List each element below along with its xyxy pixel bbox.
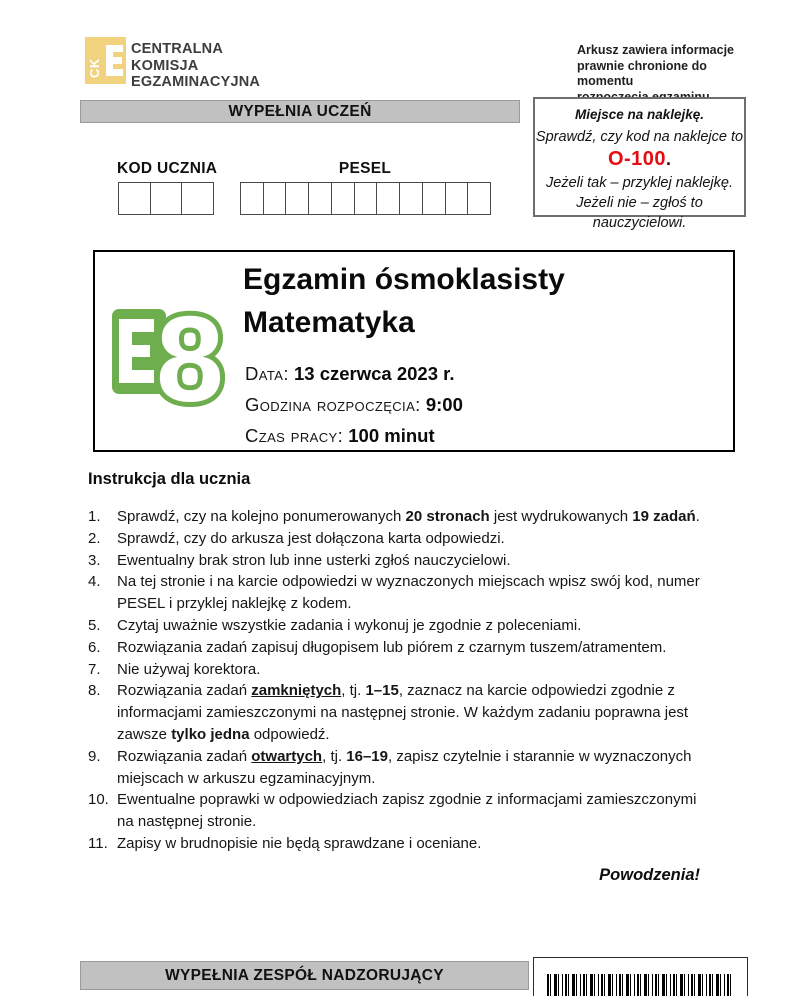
legal-notice bbox=[577, 43, 747, 105]
instruction-number: 3. bbox=[88, 551, 101, 569]
instruction-text: Sprawdź, czy do arkusza jest dołączona karta odpowiedzi. bbox=[117, 529, 505, 547]
instruction-text: Nie używaj korektora. bbox=[117, 660, 261, 678]
kod-ucznia-cells bbox=[118, 182, 214, 215]
exam-start-time-row bbox=[245, 389, 463, 420]
exam-meta bbox=[245, 358, 463, 451]
instruction-item bbox=[88, 528, 712, 550]
cke-logo bbox=[85, 37, 126, 84]
organization-name-line: EGZAMINACYJNA bbox=[131, 74, 261, 90]
supervisor-section-label: WYPEŁNIA ZESPÓŁ NADZORUJĄCY bbox=[165, 966, 444, 984]
good-luck-text: Powodzenia! bbox=[599, 866, 700, 884]
sticker-title: Miejsce na naklejkę. bbox=[574, 107, 705, 122]
instruction-item bbox=[88, 833, 712, 855]
instruction-text: Rozwiązania zadań zamkniętych, tj. 1–15, zaznacz na karcie odpowiedzi zgodnie z informacjami zamieszczonymi na następnej stronie. W każdym zadaniu poprawna jest zawsze tylko jedna odpowiedź. bbox=[117, 682, 689, 743]
cke-monogram: CK bbox=[87, 58, 102, 78]
code-cell bbox=[376, 182, 400, 215]
exam-date-value: 13 czerwca 2023 r. bbox=[294, 363, 455, 384]
code-cell bbox=[399, 182, 423, 215]
sticker-if-yes: Jeżeli tak – przyklej naklejkę. bbox=[546, 175, 733, 191]
instruction-item bbox=[88, 680, 712, 745]
exam-title bbox=[243, 258, 565, 344]
exam-start-time-value: 9:00 bbox=[425, 394, 463, 415]
code-cell bbox=[150, 182, 183, 215]
instruction-number: 2. bbox=[88, 529, 101, 547]
code-cell bbox=[467, 182, 491, 215]
code-cell bbox=[118, 182, 151, 215]
instruction-item bbox=[88, 550, 712, 572]
instructions-section bbox=[88, 470, 712, 855]
code-cell bbox=[331, 182, 355, 215]
instruction-item bbox=[88, 637, 712, 659]
barcode bbox=[547, 974, 734, 996]
instruction-number: 5. bbox=[88, 616, 101, 634]
instruction-number: 8. bbox=[88, 682, 101, 700]
exam-date-label: Data: bbox=[245, 363, 289, 384]
instruction-item bbox=[88, 571, 712, 615]
instruction-number: 6. bbox=[88, 638, 101, 656]
code-cell bbox=[308, 182, 332, 215]
barcode-box bbox=[533, 957, 748, 996]
instruction-number: 11. bbox=[88, 834, 108, 852]
exam-start-time-label: Godzina rozpoczęcia: bbox=[245, 394, 421, 415]
instruction-item bbox=[88, 506, 712, 528]
instruction-text: Ewentualne poprawki w odpowiedziach zapisz zgodnie z informacjami zamieszczonymi na następnej stronie. bbox=[117, 791, 697, 831]
code-cell bbox=[240, 182, 264, 215]
exam-date-row bbox=[245, 358, 463, 389]
instruction-item bbox=[88, 746, 712, 790]
pesel-label: PESEL bbox=[338, 160, 392, 177]
code-cell bbox=[263, 182, 287, 215]
exam-duration-label: Czas pracy: bbox=[245, 425, 344, 446]
sticker-code: O-100 bbox=[607, 148, 667, 170]
instructions-heading: Instrukcja dla ucznia bbox=[88, 470, 251, 488]
instruction-number: 10. bbox=[88, 791, 109, 809]
instruction-number: 1. bbox=[88, 508, 101, 525]
legal-notice-line: prawnie chronione do momentu bbox=[577, 58, 707, 88]
instruction-number: 4. bbox=[88, 573, 101, 591]
instruction-item bbox=[88, 615, 712, 637]
organization-name bbox=[131, 41, 260, 91]
pesel-cells bbox=[240, 182, 491, 215]
instruction-text: Ewentualny brak stron lub inne usterki zgłoś nauczycielowi. bbox=[117, 551, 511, 569]
exam-duration-row bbox=[245, 420, 463, 451]
sticker-box bbox=[533, 97, 746, 231]
exam-title-line1: Egzamin ósmoklasisty bbox=[243, 263, 565, 296]
exam-duration-value: 100 minut bbox=[348, 425, 435, 446]
instructions-list bbox=[88, 506, 712, 855]
instruction-number: 9. bbox=[88, 747, 101, 765]
cke-e-glyph bbox=[106, 45, 123, 76]
exam-header-box bbox=[93, 250, 735, 452]
exam-title-line2: Matematyka bbox=[243, 306, 415, 339]
instruction-item bbox=[88, 659, 712, 681]
instruction-number: 7. bbox=[88, 660, 101, 678]
sticker-code-row bbox=[535, 147, 744, 173]
sticker-code-suffix: . bbox=[666, 149, 672, 169]
student-section-bar bbox=[80, 100, 520, 123]
code-cell bbox=[181, 182, 214, 215]
kod-ucznia-label: KOD UCZNIA bbox=[117, 160, 218, 177]
legal-notice-line: Arkusz zawiera informacje bbox=[577, 43, 735, 57]
instruction-text: Rozwiązania zadań zapisuj długopisem lub piórem z czarnym tuszem/atramentem. bbox=[117, 638, 667, 656]
e8-logo bbox=[112, 306, 228, 410]
code-cell bbox=[422, 182, 446, 215]
code-cell bbox=[285, 182, 309, 215]
instruction-text: Zapisy w brudnopisie nie będą sprawdzane i oceniane. bbox=[117, 834, 482, 852]
instruction-text: Czytaj uważnie wszystkie zadania i wykonuj je zgodnie z poleceniami. bbox=[117, 616, 582, 634]
student-section-label: WYPEŁNIA UCZEŃ bbox=[228, 102, 372, 120]
instruction-text: Rozwiązania zadań otwartych, tj. 16–19, zapisz czytelnie i starannie w wyznaczonych miejscach w arkuszu egzaminacyjnym. bbox=[117, 747, 692, 787]
instruction-text: Sprawdź, czy na kolejno ponumerowanych 20 stronach jest wydrukowanych 19 zadań. bbox=[117, 508, 700, 525]
e8-logo-eight: 8 bbox=[156, 306, 224, 410]
code-cell bbox=[445, 182, 469, 215]
sticker-if-no: Jeżeli nie – zgłoś to nauczycielowi. bbox=[576, 195, 703, 231]
instruction-item bbox=[88, 789, 712, 833]
supervisor-section-bar bbox=[80, 961, 529, 990]
sticker-check-line: Sprawdź, czy kod na naklejce to bbox=[535, 129, 744, 145]
instruction-text: Na tej stronie i na karcie odpowiedzi w wyznaczonych miejscach wpisz swój kod, numer PESEL i przyklej naklejkę z kodem. bbox=[117, 573, 700, 613]
organization-name-line: KOMISJA bbox=[131, 57, 199, 74]
e8-logo-e-glyph bbox=[119, 319, 154, 383]
code-cell bbox=[354, 182, 378, 215]
organization-name-line: CENTRALNA bbox=[131, 41, 224, 57]
